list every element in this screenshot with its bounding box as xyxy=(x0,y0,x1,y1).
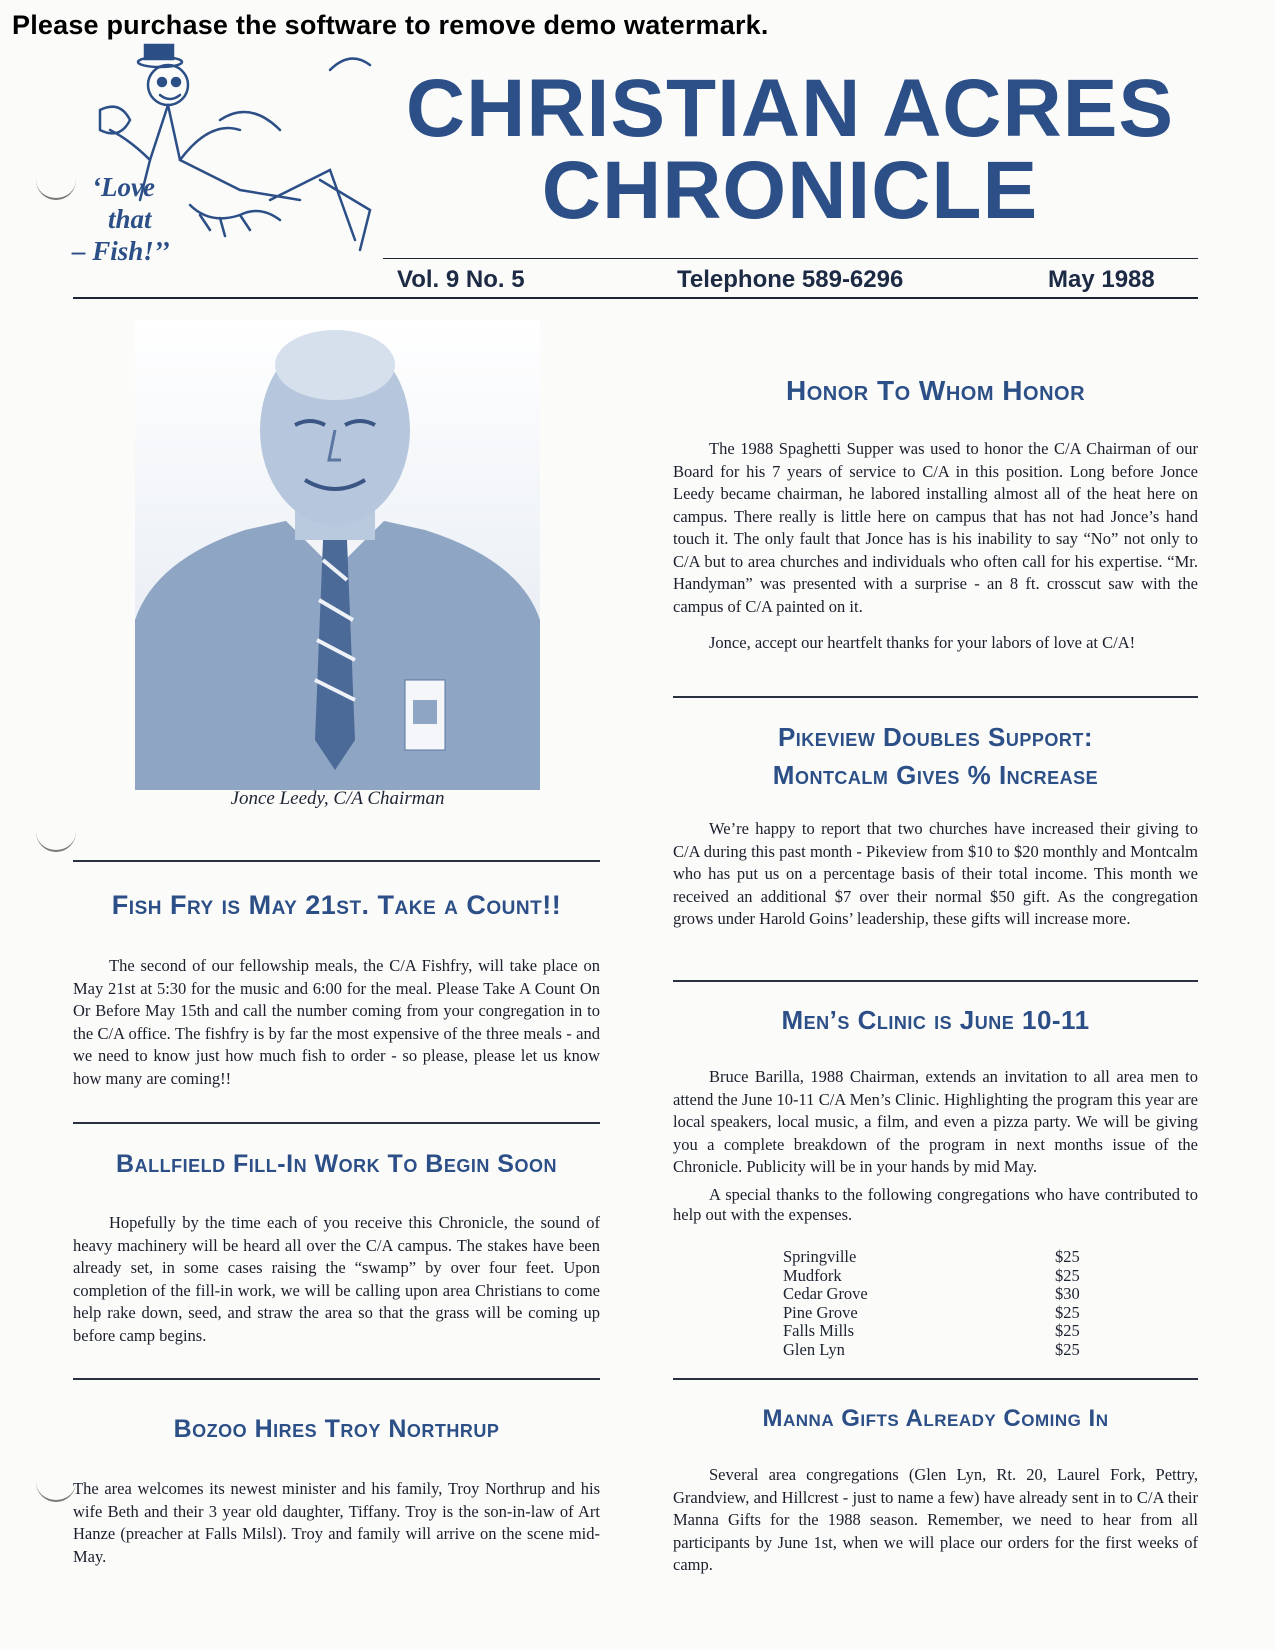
newsletter-title xyxy=(400,63,1180,236)
honor-article xyxy=(673,438,1198,669)
fish-fry-paragraph: The second of our fellowship meals, the C/A Fishfry, will take place on May 21st at 5:30 for the music and 6:00 for the meal. Please Take A Count On Or Before May 15th and call the number coming from your congregation in to the C/A office. The fishfry is by far the most expensive of the three meals - and we need to know just how much fish to order - so please, please let us know how many are coming!! xyxy=(73,956,600,1088)
table-row xyxy=(673,1248,1198,1267)
masthead-top-rule xyxy=(383,258,1198,259)
contribution-amount: $30 xyxy=(1055,1284,1080,1303)
manna-heading: Manna Gifts Already Coming In xyxy=(762,1405,1109,1432)
honor-paragraph-2: Jonce, accept our heartfelt thanks for your labors of love at C/A! xyxy=(709,633,1136,652)
manna-article xyxy=(673,1464,1198,1591)
divider xyxy=(73,1122,600,1124)
pikeview-heading-line-1: Pikeview Doubles Support: xyxy=(777,722,1094,752)
tagline-line-1: ‘Love xyxy=(92,172,155,202)
fish-fry-article xyxy=(73,955,600,1104)
contribution-amount: $25 xyxy=(1055,1302,1080,1322)
tagline-line-2: that xyxy=(108,204,152,234)
congregation-name: Pine Grove xyxy=(783,1302,858,1322)
divider xyxy=(673,1378,1198,1380)
ballfield-article xyxy=(73,1212,600,1361)
divider xyxy=(673,980,1198,982)
contribution-amount: $25 xyxy=(1055,1265,1080,1285)
contribution-amount: $25 xyxy=(1055,1321,1080,1340)
honor-paragraph-1: The 1988 Spaghetti Supper was used to honor the C/A Chairman of our Board for his 7 years of service to C/A in this position. Long before Jonce Leedy became chairman, he labored installing almost all of the heat here on campus. There really is little here on campus that has not had Jonce’s hand touch it. The only fault that Jonce has is his inability to say “No” not only to C/A but to area churches and individuals who often call for his expertise. “Mr. Handyman” was presented with a surprise - an 8 ft. crosscut saw with the campus of C/A painted on it. xyxy=(673,439,1198,616)
pikeview-heading-line-2: Montcalm Gives % Increase xyxy=(772,760,1099,790)
congregation-name: Glen Lyn xyxy=(783,1339,845,1359)
honor-heading: Honor To Whom Honor xyxy=(785,375,1086,406)
manna-paragraph: Several area congregations (Glen Lyn, Rt. 20, Laurel Fork, Pettry, Grandview, and Hillcrest - just to name a few) have already sent in to C/A their Manna Gifts for the 1988 season. Remember, we need to hear from all participants by June 1st, when we will place our orders for the first weeks of camp. xyxy=(673,1465,1198,1574)
mens-clinic-article xyxy=(673,1066,1198,1227)
pikeview-article xyxy=(673,818,1198,945)
bozoo-heading: Bozoo Hires Troy Northrup xyxy=(173,1415,500,1443)
table-row xyxy=(673,1267,1198,1286)
table-row xyxy=(673,1322,1198,1341)
issue-date: May 1988 xyxy=(1048,266,1155,293)
table-row xyxy=(673,1285,1198,1304)
masthead-bottom-rule xyxy=(73,297,1198,299)
telephone-number: Telephone 589-6296 xyxy=(677,266,904,293)
table-row xyxy=(673,1304,1198,1323)
bozoo-paragraph: The area welcomes its newest minister and his family, Troy Northrup and his wife Beth and their 3 year old daughter, Tiffany. Troy is the son-in-law of Art Hanze (preacher at Falls Milsl). Troy and family will arrive on the scene mid-May. xyxy=(73,1479,600,1566)
divider xyxy=(73,860,600,862)
tagline-line-3: – Fish!’’ xyxy=(72,236,170,266)
mens-clinic-paragraph-1: Bruce Barilla, 1988 Chairman, extends an invitation to all area men to attend the June 10-11 C/A Men’s Clinic. Highlighting the program this year are local speakers, local music, a film, and even a pizza party. We will be giving you a complete breakdown of the program in next months issue of the Chronicle. Publicity will be in your hands by mid May. xyxy=(673,1067,1198,1176)
punch-hole-mark xyxy=(36,830,76,852)
bozoo-article xyxy=(73,1478,600,1582)
contribution-amount: $25 xyxy=(1055,1339,1080,1359)
volume-number: Vol. 9 No. 5 xyxy=(397,266,525,293)
chairman-photo xyxy=(135,320,540,790)
table-row xyxy=(673,1341,1198,1360)
mens-clinic-heading: Men’s Clinic is June 10-11 xyxy=(781,1005,1090,1035)
photo-caption: Jonce Leedy, C/A Chairman xyxy=(230,788,445,809)
congregation-name: Mudfork xyxy=(783,1265,842,1285)
mens-clinic-paragraph-2: A special thanks to the following congregations who have contributed to help out with the expenses. xyxy=(673,1184,1198,1224)
title-line-1: CHRISTIAN ACRES xyxy=(405,63,1175,154)
punch-hole-mark xyxy=(36,1480,76,1502)
fish-fry-heading: Fish Fry is May 21st. Take a Count!! xyxy=(111,890,562,920)
demo-watermark: Please purchase the software to remove demo watermark. xyxy=(12,10,769,40)
congregation-name: Springville xyxy=(783,1247,857,1266)
congregation-name: Cedar Grove xyxy=(783,1284,868,1303)
divider xyxy=(673,696,1198,698)
pikeview-heading xyxy=(673,718,1198,794)
congregation-name: Falls Mills xyxy=(783,1321,855,1340)
divider xyxy=(73,1378,600,1380)
ballfield-heading: Ballfield Fill-In Work To Begin Soon xyxy=(116,1150,557,1178)
contributions-table xyxy=(673,1248,1198,1359)
contribution-amount: $25 xyxy=(1055,1247,1080,1266)
ballfield-paragraph: Hopefully by the time each of you receive this Chronicle, the sound of heavy machinery will be heard all over the C/A campus. The stakes have been already set, in some cases raising the “swamp” by over four feet. Upon completion of the fill-in work, we will be calling upon area Christians to come help rake down, seed, and straw the area so that the grass will be coming up before camp begins. xyxy=(73,1213,600,1345)
pikeview-paragraph: We’re happy to report that two churches have increased their giving to C/A during this past month - Pikeview from $10 to $20 monthly and Montcalm who has put us on a percentage basis of their total income. This month we received an additional $7 over their normal $50 gift. As the congregation grows under Harold Goins’ leadership, these gifts will increase more. xyxy=(673,819,1198,928)
title-line-2: CHRONICLE xyxy=(541,144,1039,236)
